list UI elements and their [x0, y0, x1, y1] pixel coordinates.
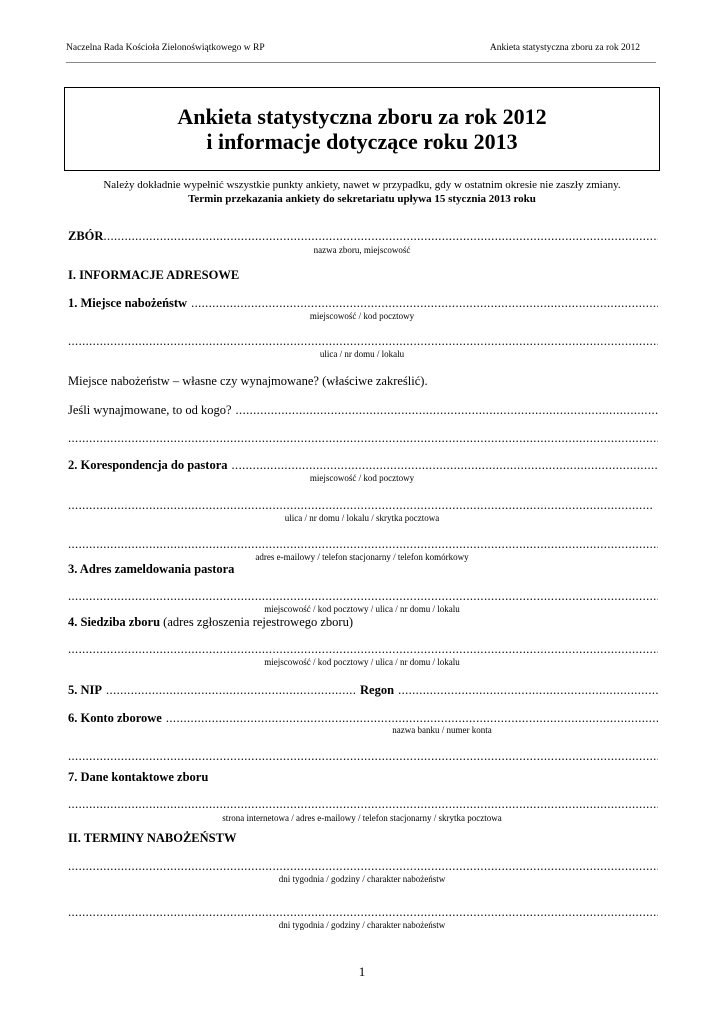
section-1-heading: I. INFORMACJE ADRESOWE: [68, 268, 240, 282]
item6-extra-field[interactable]: [68, 749, 658, 764]
item2-label: 2. Korespondencja do pastora: [68, 458, 228, 472]
schedule-caption-1: dni tygodnia / godziny / charakter nabożeństw: [278, 874, 446, 884]
item1-question: Miejsce nabożeństw – własne czy wynajmowane? (właściwe zakreślić).: [68, 374, 428, 388]
schedule-field-2[interactable]: [68, 905, 658, 920]
section-2-heading: II. TERMINY NABOŻEŃSTW: [68, 831, 237, 845]
item3-caption: miejscowość / kod pocztowy / ulica / nr domu / lokalu: [264, 604, 460, 614]
item2-dotted-line[interactable]: [228, 458, 658, 473]
item2-caption-2: ulica / nr domu / lokalu / skrytka pocztowa: [284, 513, 440, 523]
item1-rented-dotted-line[interactable]: [232, 403, 658, 418]
item1-street-field[interactable]: [68, 334, 658, 349]
item6-dotted-line[interactable]: [162, 711, 658, 726]
page-number: 1: [358, 964, 366, 979]
item7-label: 7. Dane kontaktowe zboru: [68, 770, 209, 784]
item3-field[interactable]: [68, 589, 658, 604]
item4-heading: [68, 615, 353, 630]
schedule-field-1[interactable]: [68, 859, 658, 874]
nip-dotted-line[interactable]: [102, 683, 356, 698]
item6-caption: nazwa banku / numer konta: [392, 725, 492, 735]
item2-caption-3: adres e-mailowy / telefon stacjonarny / telefon komórkowy: [255, 552, 469, 562]
header-right: Ankieta statystyczna zboru za rok 2012: [489, 43, 640, 53]
item4-note: (adres zgłoszenia rejestrowego zboru): [160, 615, 353, 629]
item2-field[interactable]: [68, 458, 658, 473]
regon-dotted-line[interactable]: [398, 683, 658, 698]
item4-label: 4. Siedziba zboru: [68, 615, 161, 629]
intro-instruction: Należy dokładnie wypełnić wszystkie punkty ankiety, nawet w przypadku, gdy w ostatnim okresie nie zaszły zmiany.: [103, 179, 621, 191]
header-left: Naczelna Rada Kościoła Zielonoświątkowego w RP: [66, 43, 265, 53]
item4-field[interactable]: [68, 642, 658, 657]
item1-label: 1. Miejsce nabożeństw: [68, 296, 188, 310]
item2-street-field[interactable]: [68, 498, 652, 513]
item6-field[interactable]: [68, 711, 658, 726]
schedule-dotted-line-1[interactable]: [68, 859, 658, 874]
schedule-dotted-line-2[interactable]: [68, 905, 658, 920]
item1-rented-field[interactable]: [68, 403, 658, 418]
zbor-caption: nazwa zboru, miejscowość: [313, 245, 411, 255]
title-box: [64, 87, 660, 171]
item3-dotted-line[interactable]: [68, 589, 658, 604]
item2-caption-1: miejscowość / kod pocztowy: [309, 473, 415, 483]
item1-field[interactable]: [68, 296, 658, 311]
schedule-caption-2: dni tygodnia / godziny / charakter nabożeństw: [278, 920, 446, 930]
item7-caption: strona internetowa / adres e-mailowy / telefon stacjonarny / skrytka pocztowa: [222, 813, 502, 823]
item1-caption-1: miejscowość / kod pocztowy: [309, 311, 415, 321]
item3-label: 3. Adres zameldowania pastora: [68, 562, 235, 576]
item5-field[interactable]: [68, 683, 658, 698]
item1-caption-2: ulica / nr domu / lokalu: [319, 349, 405, 359]
intro-deadline: Termin przekazania ankiety do sekretariatu upływa 15 stycznia 2013 roku: [188, 193, 536, 205]
zbor-label: ZBÓR: [68, 229, 104, 243]
title-line-2: i informacje dotyczące roku 2013: [206, 129, 518, 154]
item1-rented-extra-dotted-line[interactable]: [68, 431, 658, 446]
header-divider: [66, 62, 656, 63]
nip-label: 5. NIP: [68, 683, 103, 697]
item6-label: 6. Konto zborowe: [68, 711, 162, 725]
item7-field[interactable]: [68, 797, 658, 812]
item4-dotted-line[interactable]: [68, 642, 658, 657]
item1-rented-extra-field[interactable]: [68, 431, 658, 446]
item2-contact-dotted-line[interactable]: [68, 537, 658, 552]
regon-label: Regon: [360, 683, 395, 697]
zbor-dotted-line[interactable]: [103, 229, 658, 244]
item2-street-dotted-line[interactable]: [68, 498, 652, 513]
item1-rented-label: Jeśli wynajmowane, to od kogo?: [68, 403, 232, 417]
item2-contact-field[interactable]: [68, 537, 658, 552]
title-line-1: Ankieta statystyczna zboru za rok 2012: [177, 104, 547, 129]
item1-dotted-line[interactable]: [187, 296, 658, 311]
zbor-field[interactable]: [68, 229, 658, 244]
item1-street-dotted-line[interactable]: [68, 334, 658, 349]
item4-caption: miejscowość / kod pocztowy / ulica / nr domu / lokalu: [264, 657, 460, 667]
item7-dotted-line[interactable]: [68, 797, 658, 812]
item6-extra-dotted-line[interactable]: [68, 749, 658, 764]
